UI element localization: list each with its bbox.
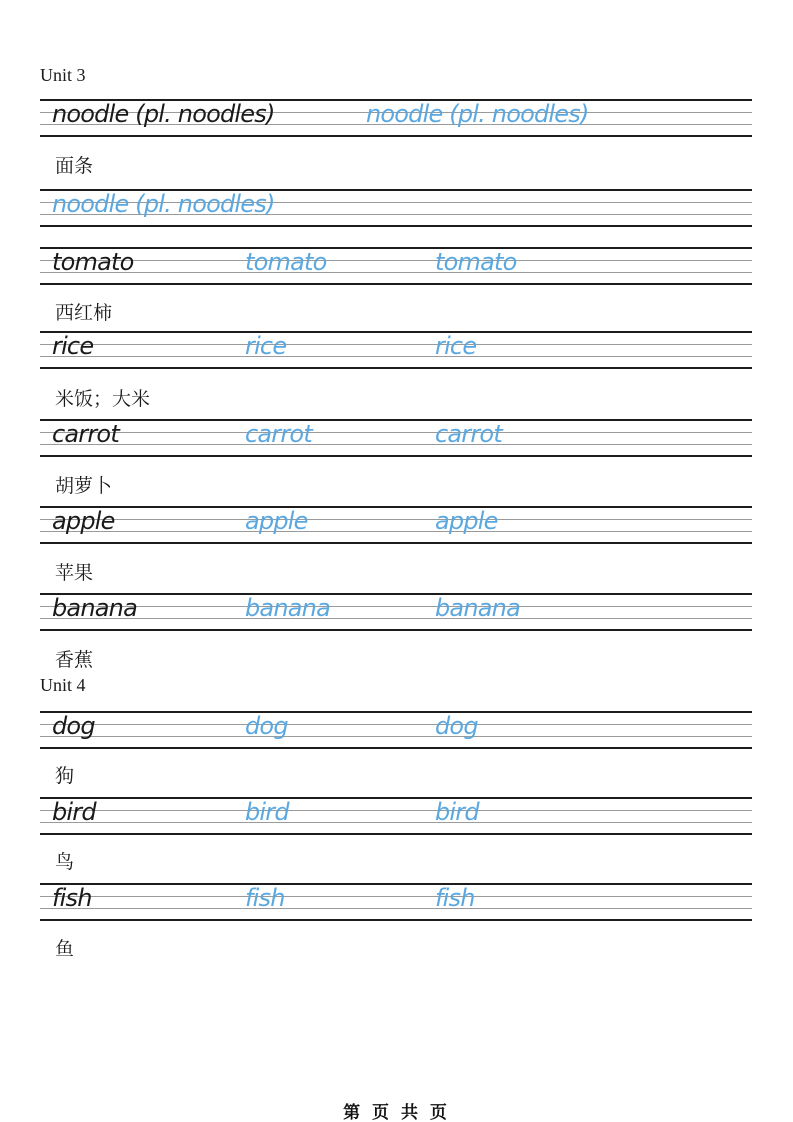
trace-word: noodle (pl. noodles) (52, 190, 275, 218)
stave-line-baseline (40, 736, 752, 737)
trace-word: apple (245, 507, 308, 535)
vocab-word: bird (52, 798, 96, 826)
meaning-text: 狗 (55, 766, 75, 787)
trace-word: carrot (435, 420, 502, 448)
page-footer: 第 页 共 页 (343, 1103, 450, 1122)
meaning-text: 苹果 (55, 563, 94, 584)
stave-line-bottom (40, 135, 752, 137)
stave-line-mid-upper (40, 896, 752, 897)
vocab-word: apple (52, 507, 115, 535)
meaning-text: 米饭；大米 (55, 389, 151, 410)
stave-line-bottom (40, 283, 752, 285)
stave-line-baseline (40, 356, 752, 357)
stave-line-top (40, 331, 752, 333)
trace-word: fish (435, 884, 475, 912)
trace-word: tomato (435, 248, 517, 276)
meaning-text: 面条 (55, 156, 94, 177)
trace-word: rice (435, 332, 477, 360)
stave-line-bottom (40, 225, 752, 227)
stave-line-baseline (40, 272, 752, 273)
stave-line-top (40, 419, 752, 421)
stave-line-top (40, 247, 752, 249)
unit-3-heading: Unit 3 (40, 65, 86, 85)
stave-line-top (40, 593, 752, 595)
meaning-text: 西红柿 (55, 303, 113, 324)
stave-line-bottom (40, 455, 752, 457)
stave-line-mid-upper (40, 260, 752, 261)
meaning-text: 胡萝卜 (55, 476, 113, 497)
stave-line-top (40, 506, 752, 508)
vocab-word: tomato (52, 248, 134, 276)
stave-line-bottom (40, 367, 752, 369)
vocab-word: carrot (52, 420, 119, 448)
stave-line-bottom (40, 747, 752, 749)
stave-line-baseline (40, 908, 752, 909)
trace-word: dog (245, 712, 288, 740)
stave-line-mid-upper (40, 724, 752, 725)
stave-line-top (40, 797, 752, 799)
vocab-word: dog (52, 712, 95, 740)
meaning-text: 鸟 (55, 852, 75, 873)
stave-tomato (40, 247, 752, 285)
stave-line-baseline (40, 822, 752, 823)
stave-line-top (40, 711, 752, 713)
trace-word: tomato (245, 248, 327, 276)
stave-carrot (40, 419, 752, 457)
stave-line-mid-upper (40, 432, 752, 433)
trace-word: carrot (245, 420, 312, 448)
stave-rice (40, 331, 752, 369)
stave-line-top (40, 883, 752, 885)
vocab-word: rice (52, 332, 94, 360)
stave-dog (40, 711, 752, 749)
stave-noodle-1 (40, 99, 752, 137)
unit-4-heading: Unit 4 (40, 675, 86, 695)
stave-line-mid-upper (40, 606, 752, 607)
trace-word: bird (435, 798, 479, 826)
stave-line-mid-upper (40, 519, 752, 520)
trace-word: fish (245, 884, 285, 912)
trace-word: dog (435, 712, 478, 740)
stave-line-bottom (40, 542, 752, 544)
trace-word: bird (245, 798, 289, 826)
stave-bird (40, 797, 752, 835)
stave-line-baseline (40, 531, 752, 532)
trace-word: rice (245, 332, 287, 360)
stave-line-bottom (40, 919, 752, 921)
trace-word: noodle (pl. noodles) (366, 100, 589, 128)
trace-word: banana (245, 594, 330, 622)
stave-fish (40, 883, 752, 921)
stave-noodle-2 (40, 189, 752, 227)
stave-line-baseline (40, 444, 752, 445)
vocab-word: fish (52, 884, 92, 912)
stave-apple (40, 506, 752, 544)
trace-word: banana (435, 594, 520, 622)
stave-line-mid-upper (40, 344, 752, 345)
trace-word: apple (435, 507, 498, 535)
meaning-text: 鱼 (55, 939, 75, 960)
stave-banana (40, 593, 752, 631)
stave-line-bottom (40, 833, 752, 835)
stave-line-baseline (40, 618, 752, 619)
stave-line-mid-upper (40, 810, 752, 811)
vocab-word: noodle (pl. noodles) (52, 100, 275, 128)
meaning-text: 香蕉 (55, 650, 94, 671)
vocab-word: banana (52, 594, 137, 622)
stave-line-bottom (40, 629, 752, 631)
